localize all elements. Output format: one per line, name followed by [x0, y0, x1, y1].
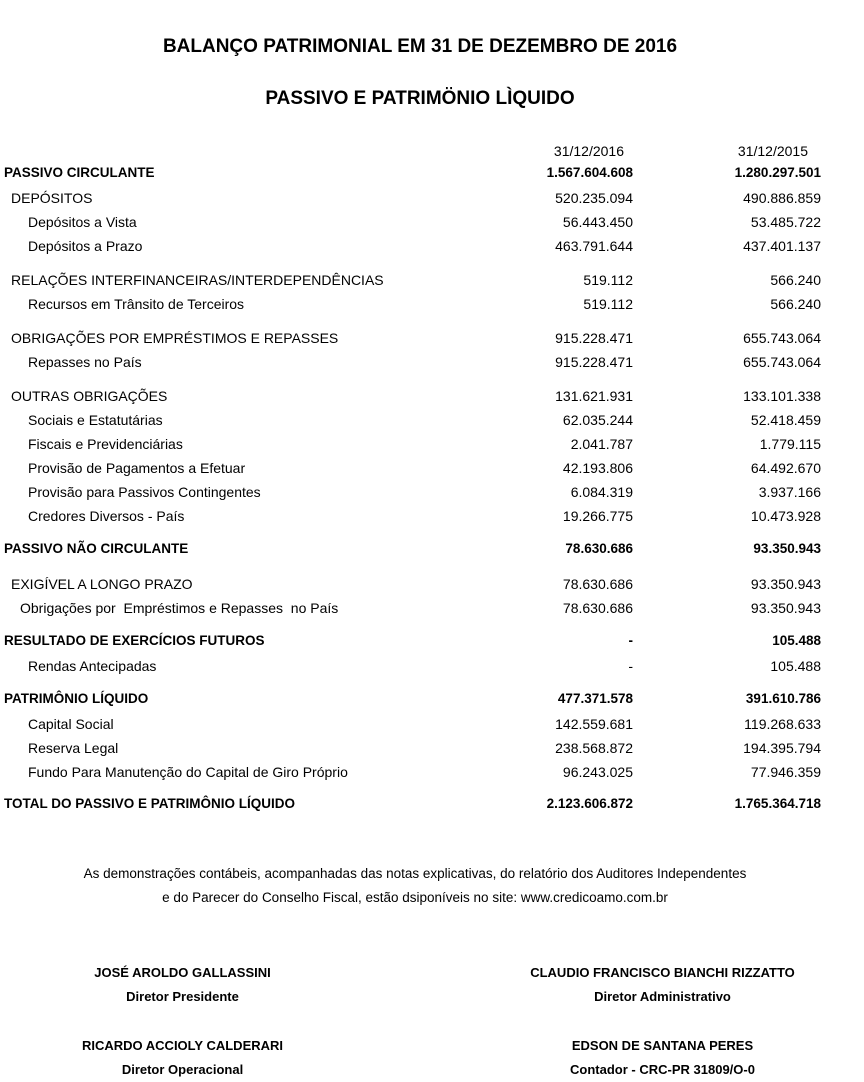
table-header-row — [0, 141, 864, 161]
row-label: DEPÓSITOS — [11, 190, 93, 206]
row-value-2015: 53.485.722 — [750, 214, 821, 230]
row-label: Capital Social — [28, 716, 114, 732]
signatory-role: Diretor Administrativo — [594, 989, 731, 1004]
row-value-2015: 1.280.297.501 — [734, 165, 821, 180]
table-row-depositos-a-vista — [0, 212, 864, 232]
row-label: PASSIVO NÃO CIRCULANTE — [4, 541, 189, 556]
signatory-name: RICARDO ACCIOLY CALDERARI — [81, 1038, 284, 1053]
row-value-2015: 1.779.115 — [759, 436, 821, 452]
table-row-outras-obrigacoes — [0, 386, 864, 406]
row-value-2016: 2.123.606.872 — [546, 796, 633, 811]
row-value-2016: 915.228.471 — [555, 354, 633, 370]
row-value-2015: 566.240 — [770, 272, 821, 288]
column-header-2015: 31/12/2015 — [737, 143, 808, 159]
row-label: Provisão para Passivos Contingentes — [28, 484, 261, 500]
row-value-2016: 1.567.604.608 — [546, 165, 633, 180]
table-row-capital-social — [0, 714, 864, 734]
row-value-2015: 93.350.943 — [753, 541, 821, 556]
row-value-2015: 105.488 — [772, 633, 821, 648]
column-header-2016: 31/12/2016 — [553, 143, 624, 159]
row-value-2016: 2.041.787 — [570, 436, 633, 452]
row-label: Fundo Para Manutenção do Capital de Giro Próprio — [28, 764, 348, 780]
signatory-name: JOSÉ AROLDO GALLASSINI — [94, 965, 271, 980]
row-label: RELAÇÕES INTERFINANCEIRAS/INTERDEPENDÊNCIAS — [11, 272, 384, 288]
table-row-relacoes-interfinanceiras — [0, 270, 864, 290]
row-label: Fiscais e Previdenciárias — [28, 436, 183, 452]
row-value-2016: 42.193.806 — [562, 460, 633, 476]
table-row-passivo-circulante — [0, 163, 864, 183]
document-title: BALANÇO PATRIMONIAL EM 31 DE DEZEMBRO DE 2016 — [162, 36, 678, 57]
row-label: Obrigações por Empréstimos e Repasses no País — [20, 600, 339, 616]
row-label: OUTRAS OBRIGAÇÕES — [11, 388, 168, 404]
row-value-2016: 519.112 — [583, 272, 633, 288]
row-label: Provisão de Pagamentos a Efetuar — [28, 460, 246, 476]
signature-block-president — [40, 961, 325, 1009]
row-label: Depósitos a Vista — [28, 214, 137, 230]
row-label: Repasses no País — [28, 354, 142, 370]
row-value-2016: 477.371.578 — [557, 691, 633, 706]
row-value-2015: 490.886.859 — [743, 190, 821, 206]
table-row-fundo-manutencao — [0, 762, 864, 782]
row-label: RESULTADO DE EXERCÍCIOS FUTUROS — [4, 633, 265, 648]
row-label: PATRIMÔNIO LÍQUIDO — [4, 691, 149, 706]
row-label: Reserva Legal — [28, 740, 119, 756]
table-row-total — [0, 794, 864, 814]
row-value-2016: 78.630.686 — [562, 600, 633, 616]
row-value-2016: 142.559.681 — [555, 716, 633, 732]
row-value-2016: 131.621.931 — [555, 388, 633, 404]
signature-block-administrative — [490, 961, 835, 1009]
row-value-2015: 119.268.633 — [744, 716, 821, 732]
row-value-2016: 238.568.872 — [555, 740, 633, 756]
table-row-exigivel-longo-prazo — [0, 574, 864, 594]
row-value-2015: 10.473.928 — [750, 508, 821, 524]
row-value-2016: - — [628, 633, 633, 648]
table-row-fiscais-previdenciarias — [0, 434, 864, 454]
row-value-2015: 655.743.064 — [743, 354, 821, 370]
table-row-provisao-passivos — [0, 482, 864, 502]
row-value-2016: 56.443.450 — [562, 214, 633, 230]
row-value-2015: 655.743.064 — [743, 330, 821, 346]
table-row-repasses-no-pais — [0, 352, 864, 372]
row-value-2015: 52.418.459 — [750, 412, 821, 428]
table-row-depositos-a-prazo — [0, 236, 864, 256]
row-value-2015: 93.350.943 — [750, 576, 821, 592]
document-subtitle: PASSIVO E PATRIMÖNIO LÌQUIDO — [265, 88, 575, 109]
table-row-resultado-exercicios-futuros — [0, 631, 864, 651]
table-row-rendas-antecipadas — [0, 656, 864, 676]
row-value-2015: 391.610.786 — [745, 691, 821, 706]
row-label: OBRIGAÇÕES POR EMPRÉSTIMOS E REPASSES — [11, 330, 339, 346]
row-value-2015: 77.946.359 — [750, 764, 821, 780]
table-row-obrigacoes-emprestimos-pais — [0, 598, 864, 618]
disclosure-note-line-1: As demonstrações contábeis, acompanhadas das notas explicativas, do relatório dos Auditores Independentes — [83, 866, 747, 881]
signatory-name: CLAUDIO FRANCISCO BIANCHI RIZZATTO — [530, 965, 795, 980]
row-value-2016: 520.235.094 — [555, 190, 633, 206]
row-label: Credores Diversos - País — [28, 508, 185, 524]
row-value-2015: 93.350.943 — [750, 600, 821, 616]
signatory-role: Diretor Presidente — [126, 989, 239, 1004]
row-value-2016: 19.266.775 — [562, 508, 633, 524]
row-value-2016: - — [628, 658, 633, 674]
row-label: Depósitos a Prazo — [28, 238, 143, 254]
row-label: TOTAL DO PASSIVO E PATRIMÔNIO LÍQUIDO — [4, 796, 296, 811]
row-value-2015: 437.401.137 — [743, 238, 821, 254]
row-value-2015: 566.240 — [770, 296, 821, 312]
signatory-name: EDSON DE SANTANA PERES — [571, 1038, 754, 1053]
row-label: Sociais e Estatutárias — [28, 412, 163, 428]
row-label: Recursos em Trânsito de Terceiros — [28, 296, 245, 312]
signatory-role: Contador - CRC-PR 31809/O-0 — [570, 1062, 755, 1077]
table-row-provisao-pagamentos — [0, 458, 864, 478]
signature-block-accountant — [490, 1034, 835, 1082]
disclosure-note-line-2: e do Parecer do Conselho Fiscal, estão dsiponíveis no site: www.credicoamo.com.br — [162, 890, 668, 905]
table-row-patrimonio-liquido — [0, 689, 864, 709]
row-label: EXIGÍVEL A LONGO PRAZO — [11, 576, 193, 592]
signatory-role: Diretor Operacional — [121, 1062, 244, 1077]
row-label: Rendas Antecipadas — [28, 658, 157, 674]
row-value-2015: 105.488 — [770, 658, 821, 674]
row-value-2016: 78.630.686 — [565, 541, 633, 556]
table-row-recursos-em-transito — [0, 294, 864, 314]
table-row-obrigacoes-emprestimos — [0, 328, 864, 348]
table-row-depositos — [0, 188, 864, 208]
row-value-2016: 78.630.686 — [562, 576, 633, 592]
row-value-2015: 1.765.364.718 — [734, 796, 821, 811]
row-label: PASSIVO CIRCULANTE — [4, 165, 155, 180]
table-row-passivo-nao-circulante — [0, 539, 864, 559]
row-value-2016: 62.035.244 — [562, 412, 633, 428]
row-value-2016: 96.243.025 — [562, 764, 633, 780]
row-value-2015: 133.101.338 — [743, 388, 821, 404]
row-value-2016: 519.112 — [583, 296, 633, 312]
row-value-2015: 194.395.794 — [743, 740, 821, 756]
row-value-2015: 64.492.670 — [750, 460, 821, 476]
signature-block-operational — [40, 1034, 325, 1082]
table-row-reserva-legal — [0, 738, 864, 758]
table-row-credores-diversos — [0, 506, 864, 526]
table-row-sociais-estatutarias — [0, 410, 864, 430]
row-value-2015: 3.937.166 — [758, 484, 821, 500]
row-value-2016: 6.084.319 — [570, 484, 633, 500]
row-value-2016: 463.791.644 — [555, 238, 633, 254]
row-value-2016: 915.228.471 — [555, 330, 633, 346]
